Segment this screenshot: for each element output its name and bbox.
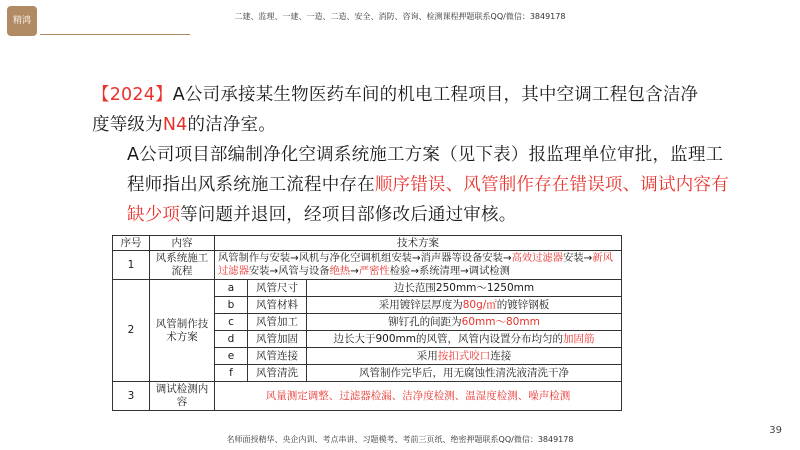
flow-part: →: [350, 265, 359, 277]
sub-key: e: [215, 348, 248, 365]
desc-text: 边长范围250mm～1250mm: [393, 281, 535, 294]
construction-plan-table: [112, 235, 622, 411]
row-no: 2: [113, 280, 150, 382]
process-flow-cell: [215, 251, 622, 280]
header-content: 内容: [150, 236, 215, 251]
table-row: [113, 251, 622, 280]
desc-highlight: 加固筋: [563, 332, 595, 345]
desc-highlight: 按扣式咬口: [437, 349, 491, 362]
row-item: 风系统施工流程: [150, 251, 215, 280]
sub-desc: [307, 331, 622, 348]
desc-text: 采用镀锌层厚度为: [378, 298, 463, 311]
year-tag: 【2024】: [92, 85, 173, 105]
brand-logo: 精鸿: [7, 6, 37, 36]
header-rule: [40, 34, 190, 35]
flow-part: 安装→风管与设备: [248, 265, 330, 277]
test-content-cell: 风量测定调整、过滤器检漏、洁净度检测、温湿度检测、噪声检测: [215, 382, 622, 411]
sub-name: 风管尺寸: [248, 280, 307, 297]
row-no: 1: [113, 251, 150, 280]
header-plan: 技术方案: [215, 236, 622, 251]
sub-key: b: [215, 297, 248, 314]
desc-text: 采用: [416, 349, 438, 362]
sub-key: f: [215, 365, 248, 382]
header-contact-text: 二建、监理、一建、一造、二造、安全、消防、咨询、检测课程押题联系QQ/微信：3849178: [234, 12, 566, 21]
flow-part: 安装→: [563, 251, 593, 264]
table-row: [113, 382, 622, 411]
flow-part: 风管制作与安装→风机与净化空调机组安装→消声器等设备安装→: [218, 251, 512, 264]
paragraph2-text-a: A公司项目部编制净化空调系统施工方案（见下表）报监理单位审批，监理工程师指出风系统施工流程中存在: [127, 145, 724, 195]
cleanliness-grade: N4: [162, 115, 188, 135]
sub-desc: [307, 314, 622, 331]
footer-contact-text: 名师面授精华、央企内训、考点串讲、习题模考、考前三页纸、绝密押题联系QQ/微信：3849178: [226, 435, 574, 444]
sub-key: d: [215, 331, 248, 348]
question-paragraph-1: [92, 80, 702, 140]
flow-part: 检验→系统清理→调试检测: [389, 265, 510, 277]
header-no: 序号: [113, 236, 150, 251]
row-item: 风管制作技术方案: [150, 280, 215, 382]
desc-highlight: 80g/㎡: [462, 298, 497, 311]
sub-name: 风管材料: [248, 297, 307, 314]
table-header-row: [113, 236, 622, 251]
sub-desc: [307, 348, 622, 365]
sub-key: a: [215, 280, 248, 297]
sub-name: 风管加工: [248, 314, 307, 331]
desc-text: 铆钉孔的间距为: [388, 315, 462, 328]
page-number: 39: [769, 425, 782, 436]
sub-desc: [307, 280, 622, 297]
row-no: 3: [113, 382, 150, 411]
flow-highlight: 高效过滤器: [511, 251, 564, 264]
issues-highlight: 顺序错误、风管制作存在错误项、调试内容有缺少项: [127, 175, 729, 225]
desc-text: 连接: [490, 349, 512, 362]
row-item: 调试检测内容: [150, 382, 215, 411]
sub-name: 风管加固: [248, 331, 307, 348]
sub-name: 风管连接: [248, 348, 307, 365]
desc-text: 边长大于900mm的风管，风管内设置分布均匀的: [333, 332, 563, 345]
table-row: [113, 280, 622, 297]
flow-highlight: 新风过滤器: [218, 251, 613, 277]
sub-desc: [307, 297, 622, 314]
desc-text: 的镀锌钢板: [496, 298, 550, 311]
question-paragraph-2: [92, 140, 737, 230]
sub-key: c: [215, 314, 248, 331]
flow-highlight: 绝热: [329, 265, 351, 277]
paragraph1-text-a: A公司承接某生物医药车间的机电工程项目，其中空调工程包含洁净度等级为: [92, 85, 699, 135]
desc-highlight: 60mm～80mm: [461, 315, 540, 328]
paragraph1-text-b: 的洁净室。: [187, 115, 276, 135]
sub-name: 风管清洗: [248, 365, 307, 382]
desc-text: 风管制作完毕后，用无腐蚀性清洗液清洗干净: [359, 366, 569, 379]
paragraph2-text-b: 等问题并退回，经项目部修改后通过审核。: [180, 205, 517, 225]
flow-highlight: 严密性: [358, 265, 390, 277]
sub-desc: [307, 365, 622, 382]
